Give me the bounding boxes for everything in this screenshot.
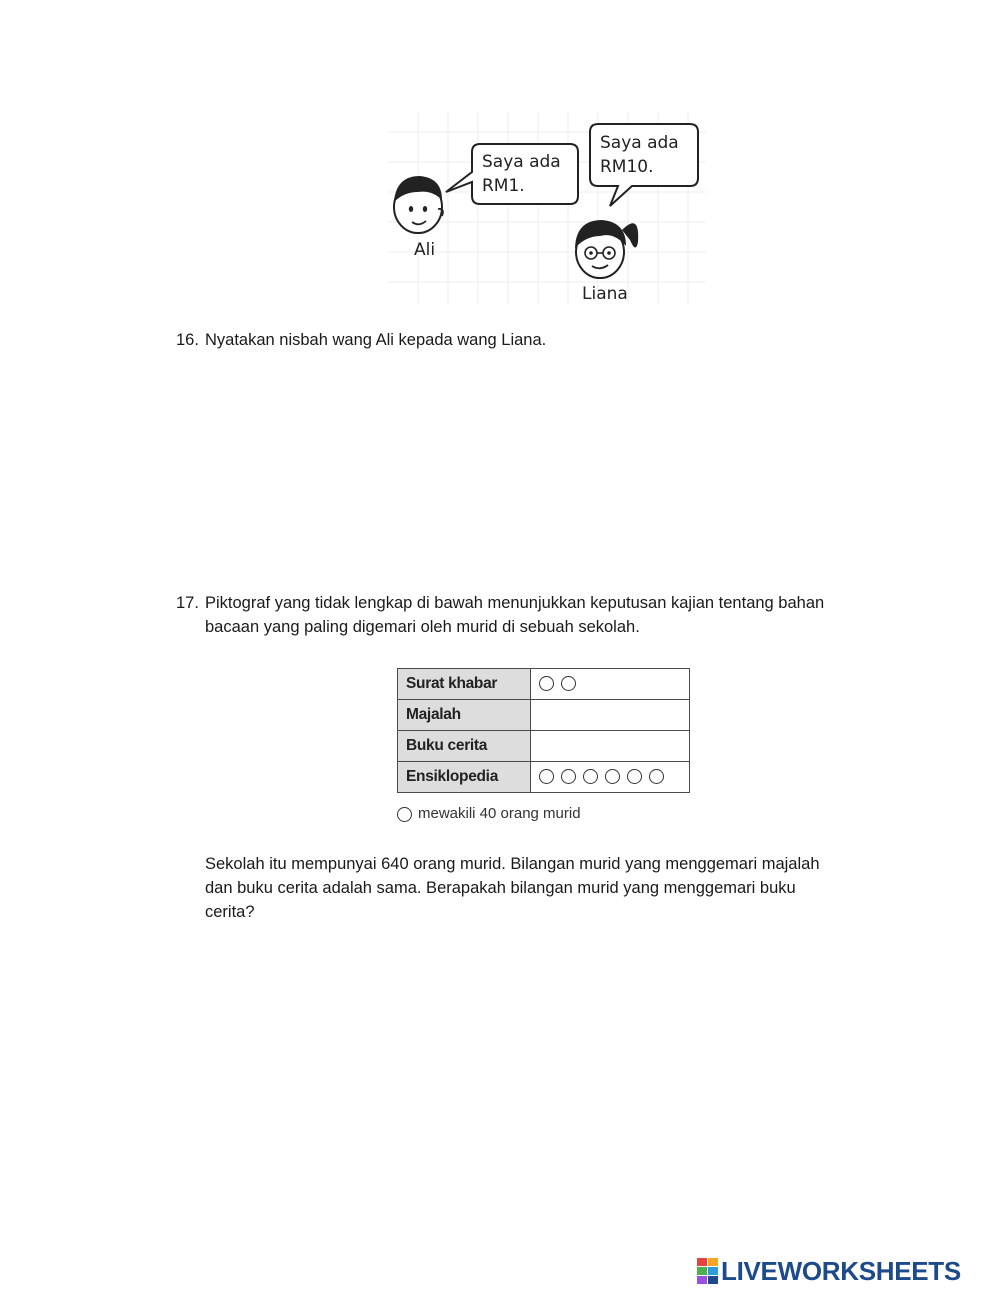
ali-avatar [394,176,443,233]
ali-name: Ali [414,240,436,260]
question-number: 16. [176,331,199,349]
ali-liana-illustration [388,112,706,304]
ali-speech-line2: RM1. [482,176,525,196]
circle-symbol [649,769,664,784]
question-line-2: bacaan yang paling digemari oleh murid di sebuah sekolah. [205,618,640,636]
symbol-cell [531,731,690,762]
question-17-followup [205,852,895,924]
row-label: Majalah [398,700,531,731]
logo-cube [708,1267,718,1275]
followup-line-2: dan buku cerita adalah sama. Berapakah bilangan murid yang menggemari buku [205,879,796,897]
table-row [398,762,690,793]
circle-icon [397,807,412,822]
logo-cube [697,1258,707,1266]
ali-speech-bubble [446,144,578,204]
logo-cube [708,1276,718,1284]
pictograph [397,668,690,793]
liana-avatar [575,220,638,278]
row-label: Buku cerita [398,731,531,762]
question-number: 17. [176,594,199,612]
question-16 [176,328,896,352]
symbol-cell [531,700,690,731]
circle-symbol [539,676,554,691]
liana-speech-line2: RM10. [600,157,654,177]
circle-symbol [627,769,642,784]
table-row [398,731,690,762]
question-line-1: Piktograf yang tidak lengkap di bawah menunjukkan keputusan kajian tentang bahan [205,594,825,612]
liana-speech-line1: Saya ada [600,133,679,153]
symbol-cell [531,762,690,793]
circle-symbol [605,769,620,784]
brand-name: LIVEWORKSHEETS [721,1255,961,1286]
pictograph-legend [397,805,581,822]
liveworksheets-logo [697,1257,961,1285]
table-row [398,669,690,700]
question-text: Nyatakan nisbah wang Ali kepada wang Liana. [205,331,547,349]
symbol-cell [531,669,690,700]
row-label: Ensiklopedia [398,762,531,793]
logo-cube [697,1276,707,1284]
liana-speech-bubble [590,124,698,206]
followup-line-3: cerita? [205,903,255,921]
circle-symbol [583,769,598,784]
circle-symbol [561,769,576,784]
ali-speech-line1: Saya ada [482,152,561,172]
pictograph-table [397,668,690,793]
question-text [205,591,895,639]
circle-symbol [539,769,554,784]
legend-text: mewakili 40 orang murid [418,805,581,822]
logo-cube [697,1267,707,1275]
question-17 [176,591,896,639]
row-label: Surat khabar [398,669,531,700]
logo-cube [708,1258,718,1266]
table-row [398,700,690,731]
followup-line-1: Sekolah itu mempunyai 640 orang murid. Bilangan murid yang menggemari majalah [205,855,820,873]
logo-cubes-icon [697,1258,718,1284]
circle-symbol [561,676,576,691]
liana-name: Liana [582,284,628,304]
